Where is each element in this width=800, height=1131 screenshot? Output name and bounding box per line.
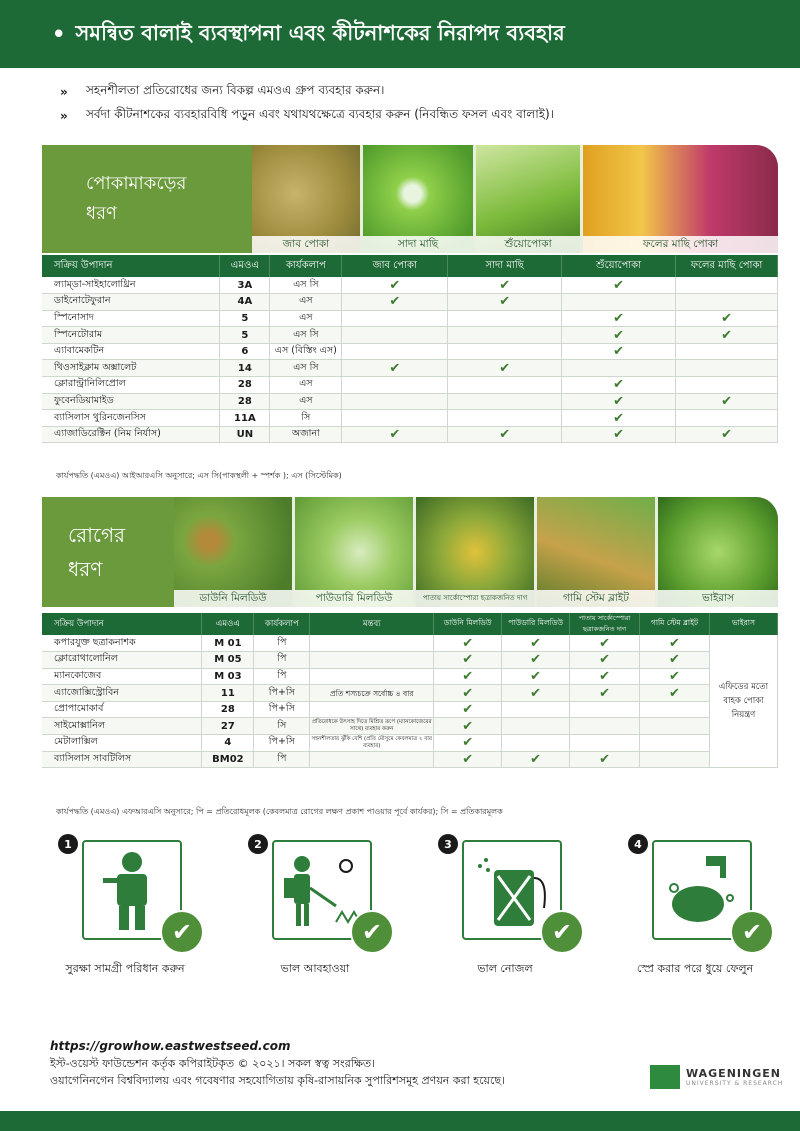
check-cell xyxy=(640,685,710,702)
activity-cell: পি xyxy=(254,652,310,669)
intro-text: সর্বদা কীটনাশকের ব্যবহারবিধি পড়ুন এবং যথাযথক্ষেত্রে ব্যবহার করুন (নিবন্ধিত ফসল এবং বালাই)। xyxy=(86,107,554,121)
check-cell xyxy=(434,751,502,768)
intro-item xyxy=(60,104,780,128)
check-cell xyxy=(570,685,640,702)
logo-line2: UNIVERSITY & RESEARCH xyxy=(686,1080,784,1087)
table-row xyxy=(42,718,778,735)
moa-cell: UN xyxy=(220,426,270,443)
moa-cell: 27 xyxy=(202,718,254,735)
credit-text: ওয়াগেনিনগেন বিশ্ববিদ্যালয় এবং গবেষণার সহযোগিতায় কৃষি-রাসায়নিক সুপারিশসমূহ প্রণয়ন করা হয়েছে। xyxy=(50,1074,505,1087)
check-icon: ✔ xyxy=(499,360,511,376)
check-cell xyxy=(640,718,710,735)
check-icon: ✔ xyxy=(389,427,401,443)
activity-cell: পি+সি xyxy=(254,735,310,752)
col-header: শুঁয়োপোকা xyxy=(562,255,676,277)
table-row xyxy=(42,668,778,685)
bottom-bar xyxy=(0,1111,800,1131)
table-header-row xyxy=(42,255,778,277)
check-cell xyxy=(570,735,640,752)
check-icon: ✔ xyxy=(389,277,401,293)
ingredient-cell: ফুবেনডিয়ামাইড xyxy=(42,393,220,410)
moa-cell: 11A xyxy=(220,410,270,427)
remark-text: প্রতিরোধকে উৎসাহ দিতে মিশ্রিত রূপে (ম্যানকোজেবের সাথে) ব্যবহার করুন xyxy=(311,719,432,733)
check-cell xyxy=(676,410,778,427)
step-label: ভাল নোজল xyxy=(477,962,533,975)
tile-caption: পাতায় সার্কোস্পোরা ছত্রাকজনিত দাগ xyxy=(416,590,534,607)
intro-list xyxy=(60,80,780,128)
table-row xyxy=(42,410,778,427)
check-icon: ✔ xyxy=(530,635,542,651)
pest-title-line2: ধরণ xyxy=(86,203,117,224)
step-protective-gear xyxy=(40,830,210,980)
page-title: সমন্বিত বালাই ব্যবস্থাপনা এবং কীটনাশকের নিরাপদ ব্যবহার xyxy=(75,20,565,45)
col-header: ডাউনি মিলডিউ xyxy=(434,613,502,635)
activity-cell: পি+সি xyxy=(254,701,310,718)
check-icon: ✔ xyxy=(599,668,611,684)
col-header: সক্রিয় উপাদান xyxy=(42,255,220,277)
activity-cell: এস সি xyxy=(270,327,342,344)
tile-caption: সাদা মাছি xyxy=(363,236,473,253)
check-cell xyxy=(342,277,448,294)
check-badge-icon: ✔ xyxy=(350,910,394,954)
moa-cell: 4A xyxy=(220,294,270,311)
check-icon: ✔ xyxy=(462,652,474,668)
copyright-text: ইস্ট-ওয়েস্ট ফাউন্ডেশন কর্তৃক কপিরাইটকৃত © ২০২১। সকল স্বত্ব সংরক্ষিত। xyxy=(50,1057,376,1070)
check-cell xyxy=(676,343,778,360)
table-row xyxy=(42,751,778,768)
pest-section-title xyxy=(42,145,252,253)
check-cell xyxy=(570,718,640,735)
activity-cell: পি xyxy=(254,751,310,768)
check-cell xyxy=(562,426,676,443)
moa-cell: 4 xyxy=(202,735,254,752)
remark-cell xyxy=(310,718,434,735)
ingredient-cell: কপারযুক্ত ছত্রাকনাশক xyxy=(42,635,202,652)
wur-logo-icon xyxy=(650,1065,680,1089)
check-icon: ✔ xyxy=(462,718,474,734)
ingredient-cell: ল্যাম্ডা-সাইহালোথ্রিন xyxy=(42,277,220,294)
title-bar xyxy=(0,0,800,68)
check-cell xyxy=(434,701,502,718)
check-icon: ✔ xyxy=(599,635,611,651)
check-cell xyxy=(448,393,562,410)
step-number: 2 xyxy=(248,834,268,854)
step-number: 3 xyxy=(438,834,458,854)
col-header: কার্যকলাপ xyxy=(270,255,342,277)
table-row xyxy=(42,327,778,344)
disease-section-header xyxy=(42,497,778,607)
cercospora-leaf-spot-image xyxy=(416,497,534,607)
table-row xyxy=(42,294,778,311)
col-header: পাউডারি মিলডিউ xyxy=(502,613,570,635)
activity-cell: সি xyxy=(254,718,310,735)
remark-cell xyxy=(310,701,434,718)
insecticide-table xyxy=(42,255,778,443)
check-cell xyxy=(448,377,562,394)
activity-cell: পি+সি xyxy=(254,685,310,702)
check-cell xyxy=(342,426,448,443)
fungicide-table xyxy=(42,613,778,768)
table-row xyxy=(42,377,778,394)
check-cell xyxy=(562,294,676,311)
check-icon: ✔ xyxy=(613,310,625,326)
check-icon: ✔ xyxy=(599,685,611,701)
table-row xyxy=(42,685,778,702)
check-icon: ✔ xyxy=(499,427,511,443)
activity-cell: পি xyxy=(254,635,310,652)
check-cell xyxy=(562,377,676,394)
moa-cell: 6 xyxy=(220,343,270,360)
col-header: এমওএ xyxy=(202,613,254,635)
check-cell xyxy=(342,360,448,377)
ingredient-cell: ম্যানকোজেব xyxy=(42,668,202,685)
tile-caption: শুঁয়োপোকা xyxy=(476,236,580,253)
step-number: 4 xyxy=(628,834,648,854)
check-cell xyxy=(502,751,570,768)
moa-cell: 14 xyxy=(220,360,270,377)
activity-cell: এস xyxy=(270,393,342,410)
check-cell xyxy=(640,701,710,718)
step-good-nozzle xyxy=(420,830,590,980)
table-row xyxy=(42,635,778,652)
check-cell xyxy=(434,635,502,652)
ingredient-cell: ব্যাসিলাস সাবটিলিস xyxy=(42,751,202,768)
check-icon: ✔ xyxy=(530,751,542,767)
ingredient-cell: এ্যাজাডিরেক্টিন (নিম নির্যাস) xyxy=(42,426,220,443)
activity-cell: এস (বিস্তিং এস) xyxy=(270,343,342,360)
ingredient-cell: ব্যাসিলাস থুরিনজেনসিস xyxy=(42,410,220,427)
check-cell xyxy=(676,360,778,377)
remark-text: সহনশীলতার ঝুঁকি বেশি (প্রতি মৌসুমে কেবলমাত্র ২ বার ব্যবহার) xyxy=(311,735,432,749)
remark-cell xyxy=(310,685,434,702)
ingredient-cell: ডাইনোটেফুরান xyxy=(42,294,220,311)
check-icon: ✔ xyxy=(721,393,732,409)
moa-cell: 28 xyxy=(220,377,270,394)
table-row xyxy=(42,393,778,410)
check-icon: ✔ xyxy=(599,751,611,767)
activity-cell: এস xyxy=(270,294,342,311)
powdery-mildew-image xyxy=(295,497,413,607)
check-badge-icon: ✔ xyxy=(730,910,774,954)
check-cell xyxy=(448,360,562,377)
disease-footnote: কার্যপদ্ধতি (এমওএ) এফআরএসি অনুসারে; পি = প্রতিরোধমূলক (কেবলমাত্র রোগের লক্ষণ প্রকাশ পাওয়ার পূর্বে কার্যকর); সি = প্রতিকারমূলক xyxy=(56,807,503,816)
step-label: সুরক্ষা সামগ্রী পরিধান করুন xyxy=(65,962,185,975)
check-cell xyxy=(570,701,640,718)
check-cell xyxy=(570,751,640,768)
pest-section-header xyxy=(42,145,778,253)
disease-section-title xyxy=(42,497,174,607)
check-cell xyxy=(434,652,502,669)
check-cell xyxy=(676,393,778,410)
moa-cell: 28 xyxy=(202,701,254,718)
check-cell xyxy=(562,277,676,294)
aphid-image xyxy=(252,145,360,253)
check-cell xyxy=(676,310,778,327)
remark-cell xyxy=(310,735,434,752)
moa-cell: M 05 xyxy=(202,652,254,669)
check-cell xyxy=(562,360,676,377)
check-icon: ✔ xyxy=(613,427,625,443)
step-label: ভাল আবহাওয়া xyxy=(280,962,350,975)
intro-text: সহনশীলতা প্রতিরোধের জন্য বিকল্প এমওএ গ্রুপ ব্যবহার করুন। xyxy=(86,83,385,97)
remark-cell xyxy=(310,751,434,768)
ingredient-cell: স্পিনোসাদ xyxy=(42,310,220,327)
ingredient-cell: ক্লোরোথালোনিল xyxy=(42,652,202,669)
check-icon: ✔ xyxy=(599,652,611,668)
check-cell xyxy=(502,652,570,669)
fruit-fly-image xyxy=(583,145,778,253)
check-cell xyxy=(640,668,710,685)
check-cell xyxy=(434,668,502,685)
step-wash-after xyxy=(610,830,780,980)
website-link[interactable]: https://growhow.eastwestseed.com xyxy=(50,1039,291,1053)
moa-cell: 5 xyxy=(220,310,270,327)
col-header: কার্যকলাপ xyxy=(254,613,310,635)
check-cell xyxy=(448,426,562,443)
check-icon: ✔ xyxy=(462,685,474,701)
check-icon: ✔ xyxy=(499,277,511,293)
step-good-weather xyxy=(230,830,400,980)
check-icon: ✔ xyxy=(613,344,625,360)
check-cell xyxy=(448,327,562,344)
tile-caption: জাব পোকা xyxy=(252,236,360,253)
tile-caption: ফলের মাছি পোকা xyxy=(583,236,778,253)
activity-cell: এস সি xyxy=(270,277,342,294)
pest-image-strip xyxy=(252,145,778,253)
check-icon: ✔ xyxy=(613,277,625,293)
title-bullet: • xyxy=(52,22,66,46)
check-icon: ✔ xyxy=(613,393,625,409)
check-icon: ✔ xyxy=(462,702,474,718)
check-cell xyxy=(570,652,640,669)
moa-cell: 5 xyxy=(220,327,270,344)
col-header: সাদা মাছি xyxy=(448,255,562,277)
pest-title-line1: পোকামাকড়ের xyxy=(86,173,187,194)
check-cell xyxy=(448,343,562,360)
check-icon: ✔ xyxy=(721,310,732,326)
wageningen-logo xyxy=(650,1065,783,1089)
check-cell xyxy=(676,294,778,311)
check-cell xyxy=(640,735,710,752)
step-label: স্প্রে করার পরে ধুয়ে ফেলুন xyxy=(636,962,754,975)
moa-cell: 28 xyxy=(220,393,270,410)
col-header: জাব পোকা xyxy=(342,255,448,277)
activity-cell: পি xyxy=(254,668,310,685)
gummy-stem-blight-image xyxy=(537,497,655,607)
check-icon: ✔ xyxy=(669,635,680,651)
ingredient-cell: ক্লোরান্ট্রানিলিপ্রোল xyxy=(42,377,220,394)
table-row xyxy=(42,701,778,718)
check-cell xyxy=(562,343,676,360)
check-cell xyxy=(448,277,562,294)
check-icon: ✔ xyxy=(462,751,474,767)
check-icon: ✔ xyxy=(669,685,680,701)
activity-cell: এস সি xyxy=(270,360,342,377)
check-icon: ✔ xyxy=(613,410,625,426)
check-cell xyxy=(502,668,570,685)
col-header: ভাইরাস xyxy=(709,613,777,635)
disease-image-strip xyxy=(174,497,778,607)
check-icon: ✔ xyxy=(499,294,511,310)
footer xyxy=(50,1038,505,1089)
check-cell xyxy=(562,393,676,410)
tile-caption: ভাইরাস xyxy=(658,590,778,607)
ingredient-cell: সাইমোক্সানিল xyxy=(42,718,202,735)
check-cell xyxy=(434,718,502,735)
tile-caption: গামি স্টেম ব্লাইট xyxy=(537,590,655,607)
table-row xyxy=(42,652,778,669)
check-cell xyxy=(562,327,676,344)
logo-line1: WAGENINGEN xyxy=(686,1067,781,1080)
disease-title-line2: ধরণ xyxy=(68,557,103,581)
check-icon: ✔ xyxy=(389,360,401,376)
check-icon: ✔ xyxy=(613,377,625,393)
virus-note-cell xyxy=(709,635,777,768)
check-cell xyxy=(342,410,448,427)
ingredient-cell: মেটালাক্সিল xyxy=(42,735,202,752)
check-icon: ✔ xyxy=(530,652,542,668)
check-cell xyxy=(640,751,710,768)
check-cell xyxy=(676,327,778,344)
remark-cell xyxy=(310,668,434,685)
table-row xyxy=(42,277,778,294)
check-icon: ✔ xyxy=(721,427,732,443)
virus-note: এফিডের মতো বাহক পোকা নিয়ন্ত্রণ xyxy=(718,682,769,721)
moa-cell: M 01 xyxy=(202,635,254,652)
table-row xyxy=(42,735,778,752)
tile-caption: পাউডারি মিলডিউ xyxy=(295,590,413,607)
check-cell xyxy=(342,310,448,327)
table-row xyxy=(42,343,778,360)
check-icon: ✔ xyxy=(669,652,680,668)
remark-cell xyxy=(310,635,434,652)
chevron-icon: » xyxy=(60,109,68,123)
remark-text: প্রতি শস্যচক্রে সর্বোচ্চ ৪ বার xyxy=(330,688,414,698)
check-cell xyxy=(502,685,570,702)
check-cell xyxy=(640,635,710,652)
check-cell xyxy=(676,277,778,294)
check-badge-icon: ✔ xyxy=(160,910,204,954)
chevron-icon: » xyxy=(60,85,68,99)
moa-cell: BM02 xyxy=(202,751,254,768)
moa-cell: M 03 xyxy=(202,668,254,685)
check-icon: ✔ xyxy=(462,668,474,684)
ingredient-cell: প্রোপামোকার্ব xyxy=(42,701,202,718)
check-cell xyxy=(676,426,778,443)
check-icon: ✔ xyxy=(721,327,732,343)
virus-image xyxy=(658,497,778,607)
ingredient-cell: থিওসাইক্লাম অক্সালেট xyxy=(42,360,220,377)
step-number: 1 xyxy=(58,834,78,854)
check-cell xyxy=(502,701,570,718)
check-icon: ✔ xyxy=(530,668,542,684)
check-cell xyxy=(570,635,640,652)
check-cell xyxy=(502,735,570,752)
check-cell xyxy=(342,327,448,344)
activity-cell: অজানা xyxy=(270,426,342,443)
col-header: এমওএ xyxy=(220,255,270,277)
col-header: গামি স্টেম ব্লাইট xyxy=(640,613,710,635)
safety-steps xyxy=(40,830,780,980)
activity-cell: সি xyxy=(270,410,342,427)
check-cell xyxy=(448,310,562,327)
pest-footnote: কার্যপদ্ধতি (এমওএ) আইআরএসি অনুসারে; এস সি(পাকস্থলী + স্পর্শক ); এস (সিস্টেমিক) xyxy=(56,471,342,480)
check-icon: ✔ xyxy=(462,735,474,751)
ingredient-cell: এ্যাবামেকটিন xyxy=(42,343,220,360)
check-cell xyxy=(562,310,676,327)
check-cell xyxy=(342,343,448,360)
activity-cell: এস xyxy=(270,310,342,327)
check-cell xyxy=(570,668,640,685)
ingredient-cell: এ্যাজোক্সিস্ট্রোবিন xyxy=(42,685,202,702)
activity-cell: এস xyxy=(270,377,342,394)
check-cell xyxy=(502,635,570,652)
check-cell xyxy=(676,377,778,394)
whitefly-image xyxy=(363,145,473,253)
check-icon: ✔ xyxy=(462,635,474,651)
check-cell xyxy=(502,718,570,735)
intro-item xyxy=(60,80,780,104)
check-cell xyxy=(434,685,502,702)
check-badge-icon: ✔ xyxy=(540,910,584,954)
col-header: ফলের মাছি পোকা xyxy=(676,255,778,277)
check-cell xyxy=(342,393,448,410)
check-icon: ✔ xyxy=(530,685,542,701)
tile-caption: ডাউনি মিলডিউ xyxy=(174,590,292,607)
col-header: সক্রিয় উপাদান xyxy=(42,613,202,635)
check-icon: ✔ xyxy=(669,668,680,684)
check-icon: ✔ xyxy=(613,327,625,343)
check-cell xyxy=(562,410,676,427)
disease-title-line1: রোগের xyxy=(68,523,126,547)
moa-cell: 11 xyxy=(202,685,254,702)
check-icon: ✔ xyxy=(389,294,401,310)
check-cell xyxy=(342,294,448,311)
check-cell xyxy=(640,652,710,669)
ingredient-cell: স্পিনেটোরাম xyxy=(42,327,220,344)
table-row xyxy=(42,310,778,327)
check-cell xyxy=(342,377,448,394)
check-cell xyxy=(448,410,562,427)
remark-cell xyxy=(310,652,434,669)
caterpillar-image xyxy=(476,145,580,253)
downy-mildew-image xyxy=(174,497,292,607)
table-row xyxy=(42,360,778,377)
col-header: মন্তব্য xyxy=(310,613,434,635)
check-cell xyxy=(448,294,562,311)
table-row xyxy=(42,426,778,443)
check-cell xyxy=(434,735,502,752)
moa-cell: 3A xyxy=(220,277,270,294)
table-header-row xyxy=(42,613,778,635)
col-header: পাতায় সার্কোস্পোরা ছত্রাকজনিত দাগ xyxy=(570,613,640,635)
